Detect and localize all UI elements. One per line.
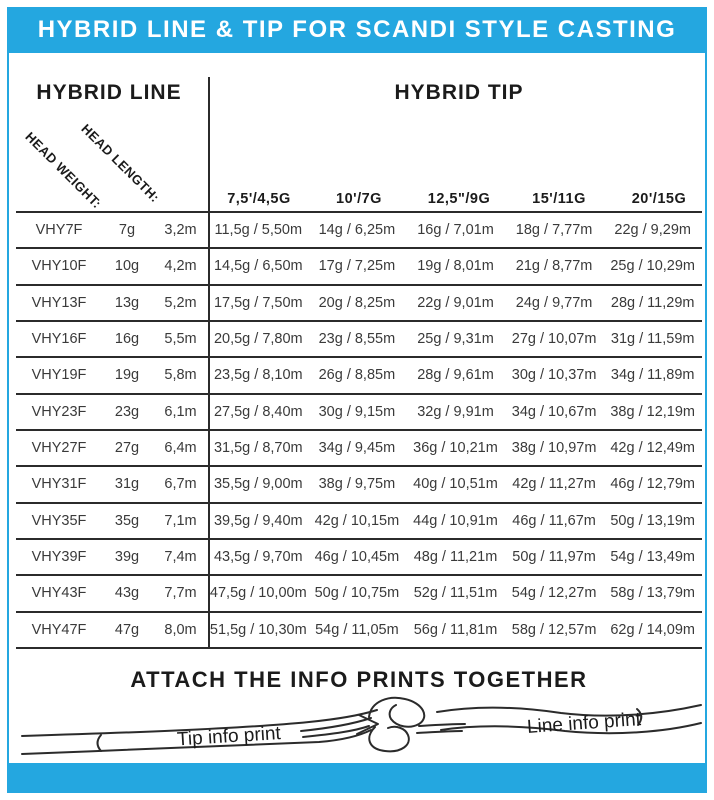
spec-table-body — [16, 211, 702, 649]
tip-spec-cell: 14,5g / 6,50m — [213, 258, 303, 275]
head-weight-cell: 19g — [114, 367, 140, 384]
tip-spec-cell: 50g / 11,97m — [512, 549, 596, 566]
tip-spec-cell: 58g / 12,57m — [511, 621, 597, 638]
model-cell: VHY23F — [31, 403, 87, 420]
tip-spec-cell: 24g / 9,77m — [515, 294, 593, 311]
page-title: HYBRID LINE & TIP FOR SCANDI STYLE CASTING — [37, 16, 677, 43]
tip-spec-cell: 62g / 14,09m — [610, 621, 696, 638]
tip-spec-cell: 34g / 11,89m — [610, 367, 695, 384]
knot — [369, 698, 424, 727]
head-weight-cell: 16g — [114, 331, 140, 348]
bottom-accent-bar — [7, 763, 707, 793]
tip-spec-cell: 25g / 10,29m — [610, 258, 696, 275]
tip-spec-cell: 20g / 8,25m — [318, 294, 396, 311]
head-length-cell: 7,4m — [164, 549, 197, 566]
model-cell: VHY16F — [31, 331, 87, 348]
table-row — [16, 576, 702, 612]
line-print-label: Line info print — [526, 709, 642, 738]
head-weight-cell: 27g — [114, 440, 140, 457]
tip-column-header: 7,5'/4,5G — [227, 191, 291, 207]
head-weight-cell: 13g — [114, 294, 140, 311]
tip-spec-cell: 17,5g / 7,50m — [213, 294, 303, 311]
tip-spec-cell: 52g / 11,51m — [413, 585, 498, 602]
tip-spec-cell: 14g / 6,25m — [318, 222, 396, 239]
table-row — [16, 540, 702, 576]
tip-spec-cell: 23,5g / 8,10m — [213, 367, 303, 384]
head-weight-label: HEAD WEIGHT: — [22, 129, 105, 212]
model-cell: VHY35F — [31, 512, 87, 529]
tip-spec-cell: 22g / 9,01m — [417, 294, 494, 311]
tip-spec-cell: 19g / 8,01m — [417, 258, 494, 275]
tip-spec-cell: 18g / 7,77m — [515, 222, 593, 239]
head-length-cell: 7,1m — [164, 512, 197, 529]
tip-column-header: 12,5"/9G — [427, 191, 491, 207]
model-cell: VHY10F — [31, 258, 87, 275]
tip-spec-cell: 50g / 10,75m — [314, 585, 400, 602]
tip-spec-cell: 34g / 9,45m — [318, 440, 396, 457]
table-row — [16, 395, 702, 431]
table-area — [7, 53, 707, 763]
table-row — [16, 358, 702, 394]
head-length-cell: 6,1m — [164, 403, 197, 420]
tip-spec-cell: 35,5g / 9,00m — [213, 476, 303, 493]
table-row — [16, 504, 702, 540]
tip-spec-cell: 25g / 9,31m — [417, 331, 494, 348]
table-row — [16, 467, 702, 503]
tip-spec-cell: 23g / 8,55m — [318, 331, 396, 348]
head-weight-cell: 43g — [114, 585, 140, 602]
model-cell: VHY47F — [31, 621, 87, 638]
tip-spec-cell: 44g / 10,91m — [413, 512, 498, 529]
tip-column-headers — [209, 191, 709, 207]
tip-spec-cell: 42g / 11,27m — [512, 476, 596, 493]
tip-spec-cell: 30g / 10,37m — [511, 367, 597, 384]
model-cell: VHY31F — [31, 476, 87, 493]
tip-spec-cell: 28g / 11,29m — [610, 294, 695, 311]
tip-spec-cell: 39,5g / 9,40m — [213, 512, 303, 529]
tip-spec-cell: 20,5g / 7,80m — [213, 331, 303, 348]
head-weight-cell: 7g — [118, 222, 136, 239]
tip-spec-cell: 54g / 12,27m — [511, 585, 597, 602]
table-row — [16, 286, 702, 322]
tip-spec-cell: 40g / 10,51m — [413, 476, 498, 493]
title-banner — [7, 7, 707, 53]
attach-instruction-heading: ATTACH THE INFO PRINTS TOGETHER — [130, 667, 588, 692]
knot — [369, 727, 409, 751]
head-length-cell: 3,2m — [164, 222, 197, 239]
tip-spec-cell: 11,5g / 5,50m — [214, 222, 303, 239]
model-cell: VHY43F — [31, 585, 87, 602]
tip-spec-cell: 46g / 11,67m — [512, 512, 596, 529]
head-length-cell: 5,2m — [164, 294, 197, 311]
tip-spec-cell: 32g / 9,91m — [417, 403, 494, 420]
hybrid-line-heading: HYBRID LINE — [36, 81, 182, 104]
tip-spec-cell: 38g / 9,75m — [318, 476, 396, 493]
model-cell: VHY39F — [31, 549, 87, 566]
knot-illustration — [9, 693, 709, 761]
tip-spec-cell: 46g / 12,79m — [610, 476, 696, 493]
tip-spec-cell: 22g / 9,29m — [614, 222, 691, 239]
head-length-cell: 5,5m — [164, 331, 197, 348]
head-length-label: HEAD LENGTH: — [78, 121, 163, 206]
model-cell: VHY27F — [31, 440, 87, 457]
tip-print-band-start — [98, 735, 102, 751]
tip-spec-cell: 27,5g / 8,40m — [213, 403, 303, 420]
tip-spec-cell: 47,5g / 10,00m — [209, 585, 307, 602]
head-weight-cell: 39g — [114, 549, 140, 566]
head-length-cell: 7,7m — [164, 585, 197, 602]
tip-spec-cell: 46g / 10,45m — [314, 549, 400, 566]
tip-spec-cell: 16g / 7,01m — [417, 222, 494, 239]
tip-spec-cell: 51,5g / 10,30m — [209, 621, 307, 638]
tip-column-header: 15'/11G — [532, 191, 586, 207]
tip-spec-cell: 50g / 13,19m — [610, 512, 696, 529]
tip-spec-cell: 38g / 10,97m — [511, 440, 597, 457]
table-row — [16, 213, 702, 249]
head-weight-cell: 31g — [114, 476, 140, 493]
tip-column-header: 20'/15G — [631, 191, 687, 207]
head-weight-cell: 47g — [114, 621, 140, 638]
tip-spec-cell: 38g / 12,19m — [610, 403, 696, 420]
tip-spec-cell: 54g / 13,49m — [610, 549, 696, 566]
model-cell: VHY7F — [35, 222, 83, 239]
tip-spec-cell: 58g / 13,79m — [610, 585, 696, 602]
tip-spec-cell: 26g / 8,85m — [318, 367, 396, 384]
head-length-cell: 8,0m — [164, 621, 197, 638]
table-row — [16, 249, 702, 285]
head-length-cell: 5,8m — [164, 367, 197, 384]
tip-spec-cell: 56g / 11,81m — [413, 621, 498, 638]
tip-print-label: Tip info print — [176, 723, 282, 751]
head-weight-cell: 10g — [114, 258, 140, 275]
tip-spec-cell: 28g / 9,61m — [417, 367, 494, 384]
tip-spec-cell: 43,5g / 9,70m — [213, 549, 303, 566]
knot-exit-strand — [417, 731, 462, 733]
tip-spec-cell: 31,5g / 8,70m — [213, 440, 303, 457]
head-length-cell: 6,4m — [164, 440, 197, 457]
head-weight-cell: 35g — [114, 512, 140, 529]
tip-column-header: 10'/7G — [336, 191, 382, 207]
table-row — [16, 322, 702, 358]
tip-spec-cell: 21g / 8,77m — [515, 258, 593, 275]
tip-spec-cell: 54g / 11,05m — [315, 621, 399, 638]
head-length-cell: 4,2m — [164, 258, 197, 275]
tip-spec-cell: 31g / 11,59m — [610, 331, 695, 348]
tip-spec-cell: 30g / 9,15m — [318, 403, 396, 420]
tip-spec-cell: 36g / 10,21m — [413, 440, 498, 457]
tip-spec-cell: 42g / 10,15m — [314, 512, 400, 529]
head-weight-cell: 23g — [114, 403, 140, 420]
table-row — [16, 431, 702, 467]
model-cell: VHY19F — [31, 367, 87, 384]
table-row — [16, 613, 702, 649]
tip-spec-cell: 27g / 10,07m — [511, 331, 597, 348]
tip-spec-cell: 17g / 7,25m — [318, 258, 396, 275]
head-length-cell: 6,7m — [164, 476, 197, 493]
tip-spec-cell: 48g / 11,21m — [413, 549, 498, 566]
tip-spec-cell: 42g / 12,49m — [610, 440, 696, 457]
hybrid-tip-heading: HYBRID TIP — [394, 81, 524, 104]
tip-spec-cell: 34g / 10,67m — [511, 403, 597, 420]
model-cell: VHY13F — [31, 294, 87, 311]
knot-exit-strand — [419, 724, 465, 726]
